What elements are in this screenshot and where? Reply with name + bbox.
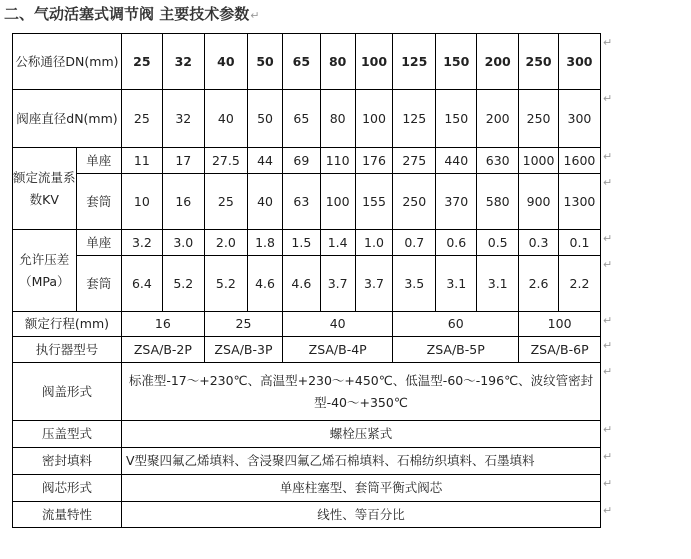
actuator-cell: ZSA/B-4P: [283, 337, 393, 363]
kv-sleeve-cell: 250: [393, 174, 436, 230]
travel-cell: 60: [393, 312, 519, 337]
dn-cell: 125: [393, 34, 436, 90]
seat-cell: 25: [121, 90, 162, 148]
dp-sleeve-cell: 3.7: [320, 256, 355, 312]
actuator-cell: ZSA/B-2P: [121, 337, 204, 363]
dp-single-cell: 3.2: [121, 230, 162, 256]
gland-value: 螺栓压紧式: [121, 421, 600, 448]
seat-cell: 200: [477, 90, 519, 148]
kv-sleeve-cell: 1300: [558, 174, 600, 230]
core-value: 单座柱塞型、套筒平衡式阀芯: [121, 475, 600, 502]
dp-single-cell: 3.0: [162, 230, 204, 256]
dp-sleeve-cell: 6.4: [121, 256, 162, 312]
paragraph-mark: ↵: [603, 176, 613, 189]
dp-single-cell: 1.8: [247, 230, 282, 256]
dp-sleeve-cell: 3.1: [436, 256, 477, 312]
dp-single-cell: 0.1: [558, 230, 600, 256]
packing-value: V型聚四氟乙烯填料、含浸聚四氟乙烯石棉填料、石棉纺织填料、石墨填料: [121, 448, 600, 475]
kv-single-cell: 11: [121, 148, 162, 174]
kv-sleeve-cell: 63: [283, 174, 320, 230]
label-seat-diameter: 阀座直径dN(mm): [13, 90, 122, 148]
actuator-cell: ZSA/B-6P: [519, 337, 601, 363]
actuator-cell: ZSA/B-3P: [204, 337, 282, 363]
label-actuator: 执行器型号: [13, 337, 122, 363]
travel-cell: 25: [204, 312, 282, 337]
row-core: [13, 475, 601, 502]
paragraph-mark: ↵: [603, 450, 613, 463]
spec-table: [12, 33, 601, 528]
dp-sleeve-cell: 3.5: [393, 256, 436, 312]
kv-single-cell: 630: [477, 148, 519, 174]
seat-cell: 300: [558, 90, 600, 148]
kv-single-cell: 1600: [558, 148, 600, 174]
row-seat-diameter: [13, 90, 601, 148]
kv-sleeve-cell: 370: [436, 174, 477, 230]
kv-sleeve-cell: 25: [204, 174, 247, 230]
seat-cell: 100: [355, 90, 392, 148]
label-allowable-dp: 允许压差（MPa）: [13, 230, 77, 312]
label-flow: 流量特性: [13, 502, 122, 528]
row-gland: [13, 421, 601, 448]
dp-sleeve-cell: 3.1: [477, 256, 519, 312]
paragraph-mark: ↵: [603, 232, 613, 245]
row-nominal-diameter: [13, 34, 601, 90]
row-packing: [13, 448, 601, 475]
dn-cell: 32: [162, 34, 204, 90]
row-kv-sleeve: [13, 174, 601, 230]
kv-sleeve-cell: 155: [355, 174, 392, 230]
kv-single-cell: 440: [436, 148, 477, 174]
row-kv-single: [13, 148, 601, 174]
label-nominal-diameter: 公称通径DN(mm): [13, 34, 122, 90]
dn-cell: 40: [204, 34, 247, 90]
label-kv-sleeve: 套筒: [76, 174, 121, 230]
flow-value: 线性、等百分比: [121, 502, 600, 528]
row-dp-sleeve: [13, 256, 601, 312]
travel-cell: 100: [519, 312, 601, 337]
label-kv-single: 单座: [76, 148, 121, 174]
row-flow: [13, 502, 601, 528]
kv-single-cell: 44: [247, 148, 282, 174]
label-packing: 密封填料: [13, 448, 122, 475]
dn-cell: 300: [558, 34, 600, 90]
dp-single-cell: 1.4: [320, 230, 355, 256]
label-dp-single: 单座: [76, 230, 121, 256]
dp-single-cell: 2.0: [204, 230, 247, 256]
dn-cell: 50: [247, 34, 282, 90]
kv-sleeve-cell: 580: [477, 174, 519, 230]
kv-single-cell: 110: [320, 148, 355, 174]
paragraph-mark: ↵: [603, 504, 613, 517]
paragraph-mark: ↵: [603, 339, 613, 352]
dn-cell: 65: [283, 34, 320, 90]
dn-cell: 80: [320, 34, 355, 90]
label-bonnet: 阀盖形式: [13, 363, 122, 421]
paragraph-mark: ↵: [603, 477, 613, 490]
dp-sleeve-cell: 4.6: [283, 256, 320, 312]
seat-cell: 80: [320, 90, 355, 148]
label-dp-sleeve: 套筒: [76, 256, 121, 312]
bonnet-value: 标准型-17～+230℃、高温型+230～+450℃、低温型-60～-196℃、波纹管密封型-40～+350℃: [121, 363, 600, 421]
row-bonnet: [13, 363, 601, 421]
kv-sleeve-cell: 100: [320, 174, 355, 230]
dp-single-cell: 0.5: [477, 230, 519, 256]
kv-single-cell: 69: [283, 148, 320, 174]
dp-single-cell: 0.3: [519, 230, 559, 256]
travel-cell: 16: [121, 312, 204, 337]
dp-sleeve-cell: 2.6: [519, 256, 559, 312]
dp-sleeve-cell: 5.2: [204, 256, 247, 312]
paragraph-mark: ↵: [603, 92, 613, 105]
title-text: 二、气动活塞式调节阀 主要技术参数: [4, 5, 250, 23]
kv-single-cell: 27.5: [204, 148, 247, 174]
seat-cell: 150: [436, 90, 477, 148]
kv-sleeve-cell: 40: [247, 174, 282, 230]
label-rated-kv: 额定流量系数KV: [13, 148, 77, 230]
paragraph-mark: ↵: [603, 314, 613, 327]
paragraph-mark: ↵: [603, 258, 613, 271]
seat-cell: 125: [393, 90, 436, 148]
seat-cell: 50: [247, 90, 282, 148]
dn-cell: 25: [121, 34, 162, 90]
seat-cell: 65: [283, 90, 320, 148]
kv-sleeve-cell: 10: [121, 174, 162, 230]
kv-single-cell: 275: [393, 148, 436, 174]
kv-sleeve-cell: 16: [162, 174, 204, 230]
dp-sleeve-cell: 4.6: [247, 256, 282, 312]
actuator-cell: ZSA/B-5P: [393, 337, 519, 363]
travel-cell: 40: [283, 312, 393, 337]
seat-cell: 40: [204, 90, 247, 148]
row-rated-travel: [13, 312, 601, 337]
dn-cell: 100: [355, 34, 392, 90]
kv-single-cell: 1000: [519, 148, 559, 174]
paragraph-mark: ↵: [603, 150, 613, 163]
page-title: [4, 2, 259, 26]
dn-cell: 150: [436, 34, 477, 90]
dn-cell: 200: [477, 34, 519, 90]
kv-single-cell: 176: [355, 148, 392, 174]
paragraph-mark: ↵: [250, 9, 260, 22]
dp-single-cell: 0.6: [436, 230, 477, 256]
seat-cell: 32: [162, 90, 204, 148]
paragraph-mark: ↵: [603, 423, 613, 436]
label-gland: 压盖型式: [13, 421, 122, 448]
dn-cell: 250: [519, 34, 559, 90]
label-rated-travel: 额定行程(mm): [13, 312, 122, 337]
dp-single-cell: 0.7: [393, 230, 436, 256]
row-dp-single: [13, 230, 601, 256]
dp-single-cell: 1.5: [283, 230, 320, 256]
dp-sleeve-cell: 2.2: [558, 256, 600, 312]
kv-single-cell: 17: [162, 148, 204, 174]
kv-sleeve-cell: 900: [519, 174, 559, 230]
dp-single-cell: 1.0: [355, 230, 392, 256]
row-actuator: [13, 337, 601, 363]
paragraph-mark: ↵: [603, 365, 613, 378]
dp-sleeve-cell: 3.7: [355, 256, 392, 312]
label-core: 阀芯形式: [13, 475, 122, 502]
seat-cell: 250: [519, 90, 559, 148]
paragraph-mark: ↵: [603, 36, 613, 49]
dp-sleeve-cell: 5.2: [162, 256, 204, 312]
